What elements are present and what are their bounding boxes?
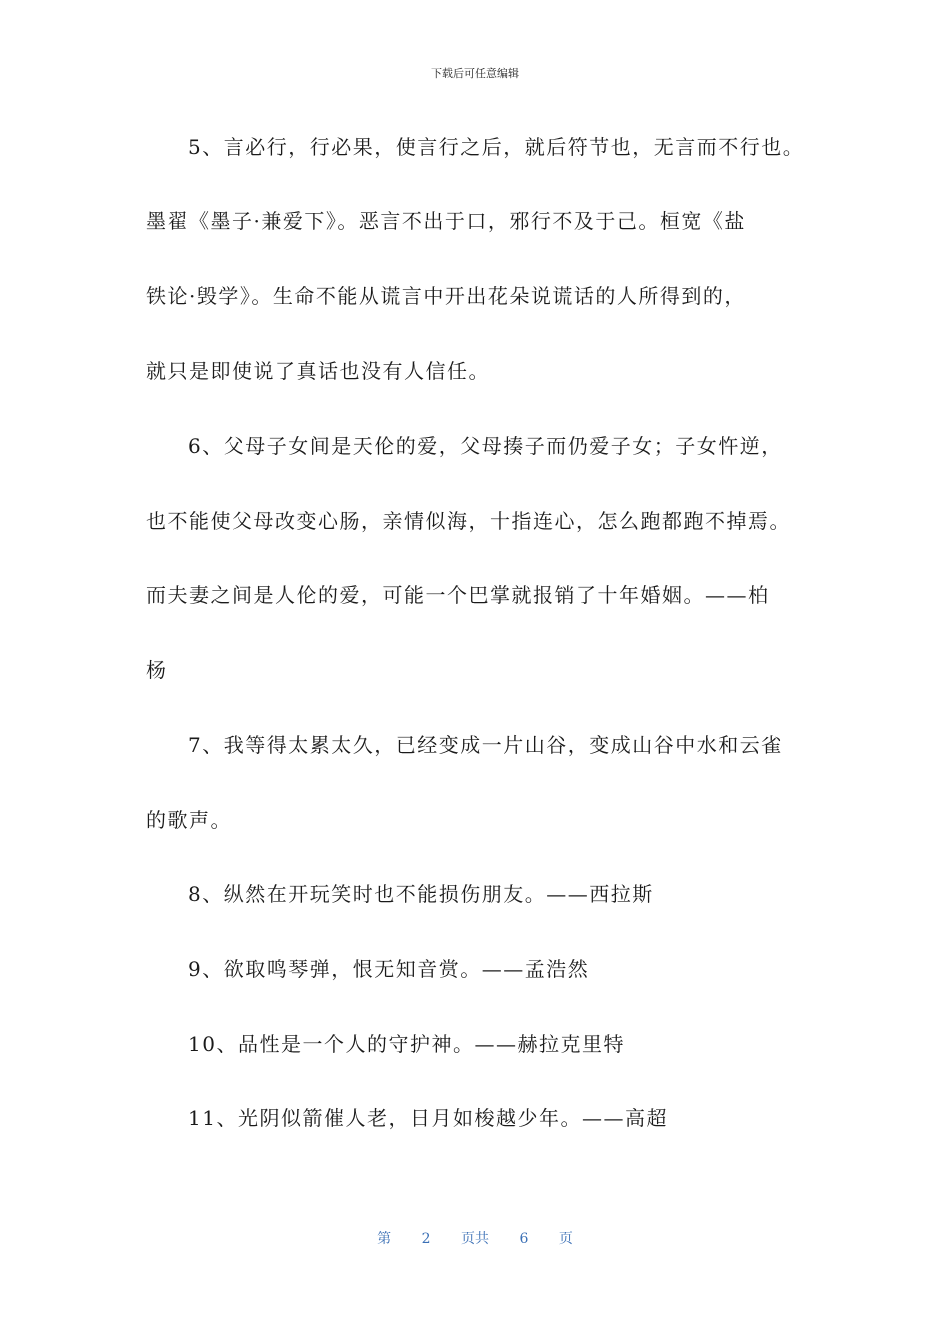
footer-suffix: 页	[558, 1231, 573, 1247]
text-line: 9、欲取鸣琴弹，恨无知音赏。——孟浩然	[188, 957, 590, 981]
footer-middle: 页共	[461, 1231, 489, 1247]
text-line: 墨翟《墨子·兼爱下》。恶言不出于口，邪行不及于己。桓宽《盐	[146, 209, 746, 233]
text-line: 就只是即使说了真话也没有人信任。	[146, 359, 490, 383]
footer-total-pages: 6	[519, 1231, 529, 1247]
footer-current-page: 2	[421, 1231, 431, 1247]
page-header	[0, 66, 950, 82]
footer-prefix: 第	[377, 1231, 392, 1247]
header-text: 下载后可任意编辑	[431, 67, 519, 80]
text-line: 而夫妻之间是人伦的爱，可能一个巴掌就报销了十年婚姻。——柏	[146, 583, 770, 607]
text-line: 也不能使父母改变心肠，亲情似海，十指连心，怎么跑都跑不掉焉。	[146, 509, 791, 533]
text-line: 8、纵然在开玩笑时也不能损伤朋友。——西拉斯	[188, 882, 654, 906]
text-line: 5、言必行，行必果，使言行之后，就后符节也，无言而不行也。	[188, 135, 805, 159]
page-footer	[0, 1229, 950, 1249]
text-line: 的歌声。	[146, 808, 232, 832]
text-line: 铁论·毁学》。生命不能从谎言中开出花朵说谎话的人所得到的，	[146, 284, 746, 308]
text-line: 11、光阴似箭催人老，日月如梭越少年。——高超	[188, 1106, 668, 1130]
text-line: 杨	[146, 658, 168, 682]
text-line: 7、我等得太累太久，已经变成一片山谷，变成山谷中水和云雀	[188, 733, 783, 757]
text-line: 10、品性是一个人的守护神。——赫拉克里特	[188, 1032, 625, 1056]
text-line: 6、父母子女间是天伦的爱，父母揍子而仍爱子女；子女忤逆，	[188, 434, 783, 458]
